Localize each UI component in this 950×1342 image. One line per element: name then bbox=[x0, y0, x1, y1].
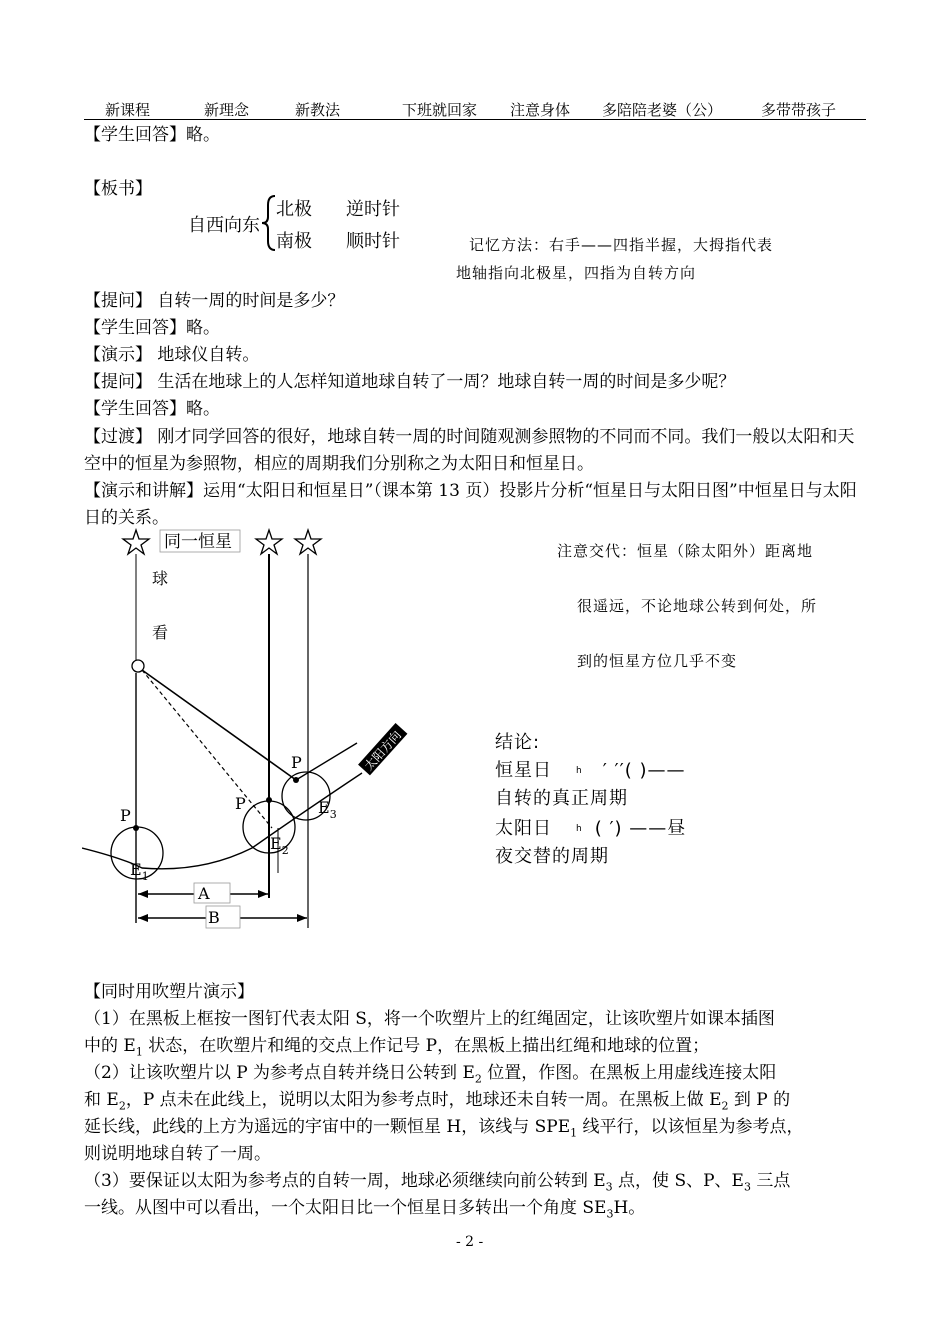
board-south-dir: 顺时针 bbox=[346, 231, 400, 252]
board-heading: 【板书】 bbox=[84, 179, 152, 199]
conclusion-solar: 太阳日 h ( ′) ——昼 bbox=[495, 818, 687, 839]
board-south: 南极 bbox=[276, 231, 312, 252]
step-2c: 延长线，此线的上方为遥远的宇宙中的一颗恒星 H，该线与 $SPE_1$ 线平行，以该恒星为参考点， bbox=[84, 1117, 804, 1140]
question-1: 【提问】 自转一周的时间是多少？ bbox=[84, 291, 345, 311]
star-icon bbox=[256, 530, 282, 554]
note-line-2: 很遥远，不论地球公转到何处，所 bbox=[577, 597, 818, 615]
header-item: 新理念 bbox=[204, 101, 250, 119]
e3-label: $E_3$ bbox=[318, 798, 337, 821]
sidereal-solar-day-diagram bbox=[82, 528, 482, 938]
header-item: 新课程 bbox=[105, 101, 151, 119]
e1-label: $E_1$ bbox=[130, 860, 149, 883]
demo-paragraph: 【演示和讲解】运用“太阳日和恒星日”（课本第 13 页）投影片分析“恒星日与太阳日图”中恒星日与太阳日的关系。 bbox=[84, 481, 857, 528]
step-2b: 和 $E_2$，P 点未在此线上，说明以太阳为参考点时，地球还未自转一周。在黑板上做 $E_2$ 到 P 的 bbox=[84, 1090, 791, 1113]
p-label-2: P bbox=[235, 794, 246, 813]
step-3b: 一线。从图中可以看出，一个太阳日比一个恒星日多转出一个角度 $SE_3H$。 bbox=[84, 1198, 646, 1221]
header-item: 下班就回家 bbox=[402, 101, 478, 119]
header-item: 注意身体 bbox=[510, 101, 571, 119]
note-line-3: 到的恒星方位几乎不变 bbox=[577, 652, 738, 670]
header-item: 多带带孩子 bbox=[761, 101, 837, 119]
question-2: 【提问】 生活在地球上的人怎样知道地球自转了一周？地球自转一周的时间是多少呢？ bbox=[84, 372, 736, 392]
memo-line-1: 记忆方法：右手——四指半握，大拇指代表 bbox=[469, 236, 774, 254]
conclusion-sidereal: 恒星日 h ′ ′′( )—— bbox=[495, 760, 686, 781]
demo-1: 【演示】 地球仪自转。 bbox=[84, 345, 260, 365]
e2-label: $E_2$ bbox=[270, 834, 289, 857]
conclusion-title: 结论: bbox=[495, 732, 541, 753]
memo-line-2: 地轴指向北极星，四指为自转方向 bbox=[456, 264, 697, 282]
page-number: - 2 - bbox=[456, 1234, 484, 1250]
star-icon bbox=[295, 530, 321, 554]
sun-direction-label bbox=[358, 723, 407, 775]
conclusion-sidereal-2: 自转的真正周期 bbox=[495, 788, 628, 809]
board-main: 自西向东 bbox=[188, 215, 260, 236]
look-label: 看 bbox=[152, 623, 169, 642]
conclusion-solar-2: 夜交替的周期 bbox=[495, 846, 609, 867]
step-2d: 则说明地球自转了一周。 bbox=[84, 1144, 271, 1164]
board-north-dir: 逆时针 bbox=[346, 199, 400, 220]
board-north: 北极 bbox=[276, 199, 312, 220]
transition-paragraph: 【过渡】 刚才同学回答的很好，地球自转一周的时间随观测参照物的不同而不同。我们一般以太阳和天空中的恒星为参照物，相应的周期我们分别称之为太阳日和恒星日。 bbox=[84, 427, 855, 474]
step-3a: （3）要保证以太阳为参考点的自转一周，地球必须继续向前公转到 $E_3$ 点，使 S、P、$E_3$ 三点 bbox=[84, 1171, 791, 1194]
section-title: 【同时用吹塑片演示】 bbox=[84, 982, 254, 1002]
b-label: B bbox=[208, 908, 220, 927]
header-item: 多陪陪老婆（公） bbox=[602, 101, 723, 119]
answer-1: 【学生回答】略。 bbox=[84, 318, 220, 338]
a-label: A bbox=[198, 884, 210, 903]
ball-label: 球 bbox=[152, 569, 169, 588]
svg-text:太阳方向: 太阳方向 bbox=[361, 728, 405, 774]
note-line-1: 注意交代：恒星（除太阳外）距离地 bbox=[557, 542, 814, 560]
student-answer: 【学生回答】略。 bbox=[84, 125, 220, 145]
header-rule bbox=[84, 119, 866, 120]
answer-2: 【学生回答】略。 bbox=[84, 399, 220, 419]
p-label-1: P bbox=[120, 806, 131, 825]
step-1a: （1）在黑板上框按一图钉代表太阳 S，将一个吹塑片上的红绳固定，让该吹塑片如课本插图 bbox=[84, 1009, 775, 1029]
star-icon bbox=[123, 530, 149, 554]
step-2a: （2）让该吹塑片以 P 为参考点自转并绕日公转到 $E_2$ 位置，作图。在黑板上用虚线连接太阳 bbox=[84, 1063, 777, 1086]
same-star-label: 同一恒星 bbox=[164, 532, 232, 552]
header-item: 新教法 bbox=[295, 101, 341, 119]
step-1b: 中的 $E_1$ 状态，在吹塑片和绳的交点上作记号 P，在黑板上描出红绳和地球的位置； bbox=[84, 1036, 710, 1059]
p-label-3: P bbox=[291, 753, 302, 772]
